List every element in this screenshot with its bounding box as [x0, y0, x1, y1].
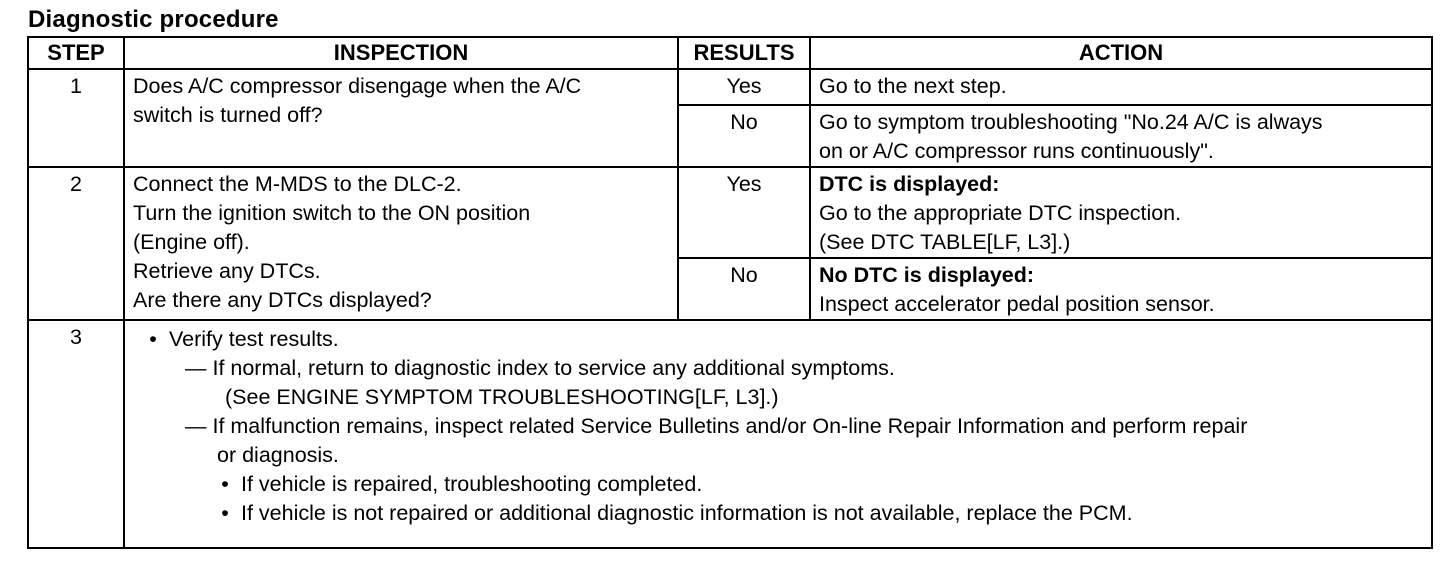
dash-continuation: or diagnosis. [217, 443, 339, 467]
action-cell [810, 105, 1432, 167]
header-row [28, 37, 1432, 69]
table-row [28, 167, 1432, 258]
sub-bullet-text: If vehicle is not repaired or additional diagnostic information is not available, replace the PCM. [241, 501, 1133, 525]
inspection-line: Turn the ignition switch to the ON position [133, 201, 531, 225]
inspection-line: (Engine off). [133, 230, 250, 254]
inspection-line: Are there any DTCs displayed? [133, 288, 432, 312]
bullet-icon: • [149, 327, 157, 351]
sub-bullet-text: If vehicle is repaired, troubleshooting completed. [241, 472, 703, 496]
inspection-line: Retrieve any DTCs. [133, 259, 321, 283]
bullet-text: Verify test results. [169, 327, 339, 351]
action-line: (See DTC TABLE[LF, L3].) [819, 230, 1071, 254]
action-line: Go to the next step. [819, 74, 1007, 98]
result-no: No [678, 258, 810, 320]
see-reference: (See ENGINE SYMPTOM TROUBLESHOOTING[LF, L3].) [225, 385, 779, 409]
step-number: 3 [28, 320, 124, 548]
action-heading: DTC is displayed: [819, 172, 1000, 196]
result-yes: Yes [678, 69, 810, 105]
header-step: STEP [28, 37, 124, 69]
diagnostic-table [27, 36, 1433, 549]
header-results: RESULTS [678, 37, 810, 69]
inspection-line: Does A/C compressor disengage when the A/C [133, 74, 582, 98]
table-row [28, 320, 1432, 548]
action-cell [810, 258, 1432, 320]
step-number: 2 [28, 167, 124, 320]
dash-item: — If malfunction remains, inspect related Service Bulletins and/or On-line Repair Information and perform repair [185, 414, 1248, 438]
bullet-icon: • [221, 501, 229, 525]
page-title: Diagnostic procedure [28, 6, 279, 33]
step-number: 1 [28, 69, 124, 167]
table-row [28, 69, 1432, 105]
bullet-icon: • [221, 472, 229, 496]
sub-bullet-item [137, 499, 1425, 528]
header-inspection: INSPECTION [124, 37, 678, 69]
inspection-line: switch is turned off? [133, 103, 323, 127]
result-no: No [678, 105, 810, 167]
sub-bullet-item [137, 470, 1425, 499]
inspection-cell [124, 69, 678, 167]
action-heading: No DTC is displayed: [819, 263, 1035, 287]
action-line: Inspect accelerator pedal position sensor. [819, 292, 1215, 316]
header-action: ACTION [810, 37, 1432, 69]
action-cell [810, 167, 1432, 258]
dash-item: — If normal, return to diagnostic index to service any additional symptoms. [185, 356, 895, 380]
action-line: Go to symptom troubleshooting "No.24 A/C is always [819, 110, 1323, 134]
action-cell [810, 69, 1432, 105]
step3-body [124, 320, 1432, 548]
action-line: on or A/C compressor runs continuously". [819, 139, 1214, 163]
inspection-line: Connect the M-MDS to the DLC-2. [133, 172, 462, 196]
bullet-item [137, 325, 1425, 354]
inspection-cell [124, 167, 678, 320]
result-yes: Yes [678, 167, 810, 258]
action-line: Go to the appropriate DTC inspection. [819, 201, 1182, 225]
